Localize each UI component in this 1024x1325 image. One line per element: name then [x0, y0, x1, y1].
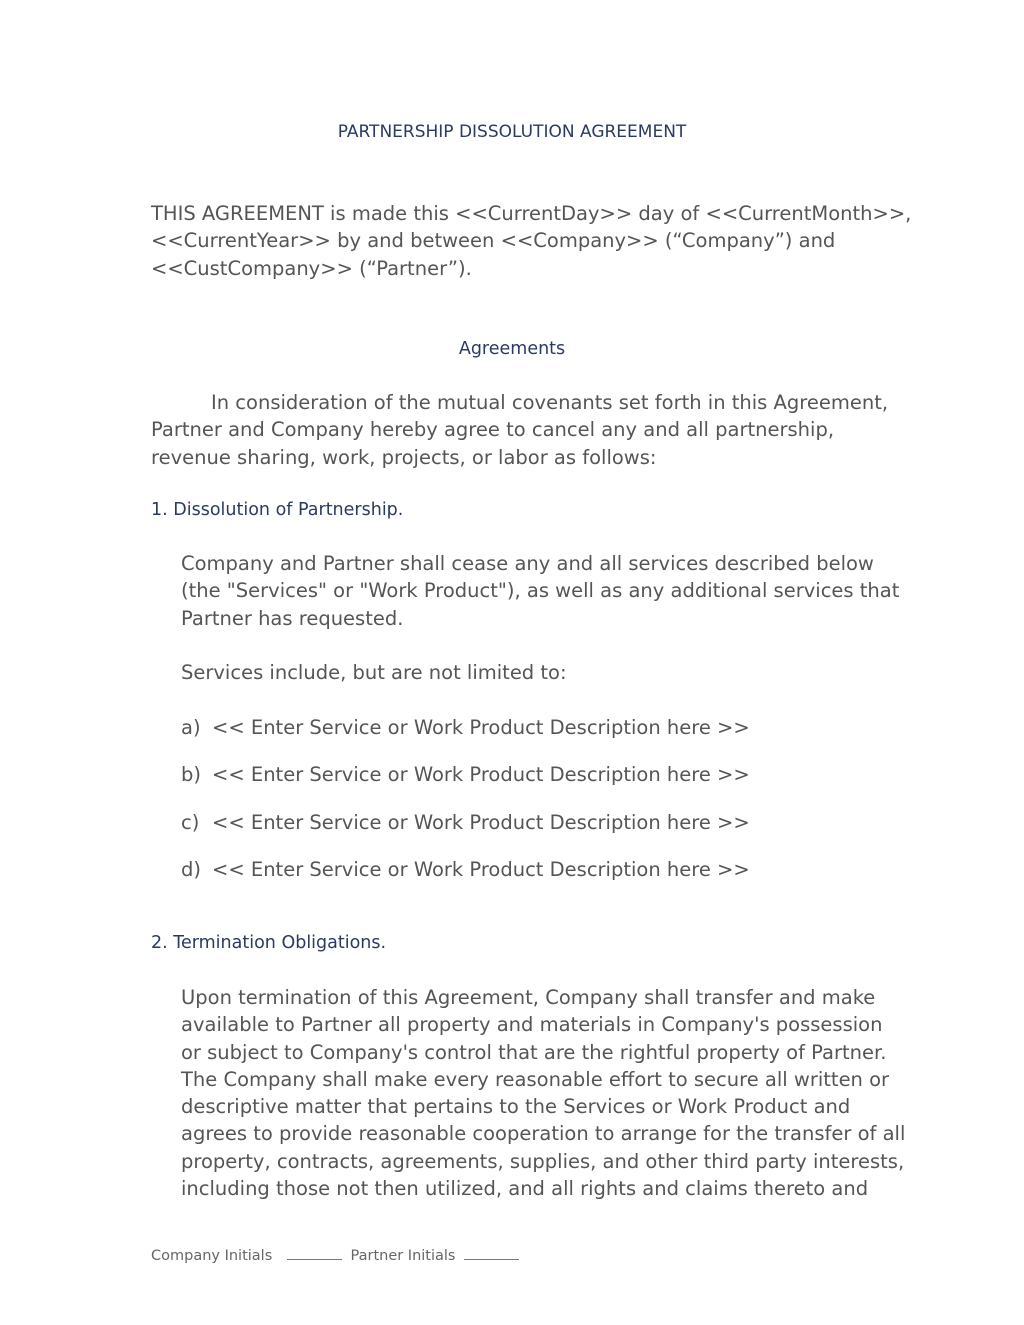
- section-2-line: The Company shall make every reasonable effort to secure all written or: [181, 1067, 890, 1091]
- consideration-line: Partner and Company hereby agree to cancel any and all partnership,: [151, 418, 835, 442]
- section-1-line: Partner has requested.: [181, 606, 404, 630]
- section-1-body: [181, 550, 899, 632]
- consideration-paragraph: [151, 389, 888, 471]
- consideration-line: revenue sharing, work, projects, or labor as follows:: [151, 445, 657, 469]
- section-2-line: Upon termination of this Agreement, Company shall transfer and make: [181, 986, 876, 1009]
- initials-footer: [151, 1245, 523, 1264]
- list-item-text: << Enter Service or Work Product Description here >>: [212, 858, 750, 881]
- partner-initials-label: Partner Initials: [350, 1248, 456, 1264]
- section-2-line: or subject to Company's control that are the rightful property of Partner.: [181, 1040, 887, 1064]
- list-item: [181, 763, 750, 786]
- section-1-title: 1. Dissolution of Partnership.: [151, 500, 404, 520]
- section-2-body: [181, 984, 905, 1202]
- section-2-line: descriptive matter that pertains to the Services or Work Product and: [181, 1095, 851, 1119]
- list-item: [181, 716, 750, 739]
- section-1-line: (the "Services" or "Work Product"), as well as any additional services that: [181, 579, 900, 603]
- section-2-title: 2. Termination Obligations.: [151, 933, 387, 953]
- list-marker: b): [181, 763, 201, 786]
- list-item: [181, 811, 750, 834]
- list-item-text: << Enter Service or Work Product Description here >>: [212, 716, 750, 739]
- company-initials-blank[interactable]: [287, 1245, 342, 1260]
- document-title: PARTNERSHIP DISSOLUTION AGREEMENT: [337, 122, 687, 142]
- partner-initials-blank[interactable]: [464, 1245, 519, 1260]
- intro-line: <<CurrentYear>> by and between <<Company>> (“Company”) and: [151, 229, 836, 253]
- list-marker: c): [181, 811, 200, 834]
- list-item-text: << Enter Service or Work Product Description here >>: [212, 811, 750, 834]
- section-2-line: including those not then utilized, and all rights and claims thereto and: [181, 1177, 869, 1201]
- list-marker: a): [181, 716, 201, 739]
- list-marker: d): [181, 858, 201, 881]
- list-item-text: << Enter Service or Work Product Description here >>: [212, 763, 750, 786]
- company-initials-label: Company Initials: [151, 1248, 273, 1264]
- intro-line: <<CustCompany>> (“Partner”).: [151, 256, 472, 280]
- intro-paragraph: [151, 200, 911, 282]
- intro-line: THIS AGREEMENT is made this <<CurrentDay>> day of <<CurrentMonth>>,: [151, 202, 912, 225]
- section-2-line: available to Partner all property and materials in Company's possession: [181, 1013, 883, 1037]
- list-item: [181, 858, 750, 881]
- section-2-line: agrees to provide reasonable cooperation to arrange for the transfer of all: [181, 1122, 906, 1146]
- agreements-heading: Agreements: [458, 339, 566, 359]
- section-1-line: Company and Partner shall cease any and all services described below: [181, 552, 874, 575]
- section-2-line: property, contracts, agreements, supplies, and other third party interests,: [181, 1149, 905, 1173]
- consideration-line: In consideration of the mutual covenants set forth in this Agreement,: [211, 391, 889, 414]
- services-intro: Services include, but are not limited to:: [181, 661, 567, 684]
